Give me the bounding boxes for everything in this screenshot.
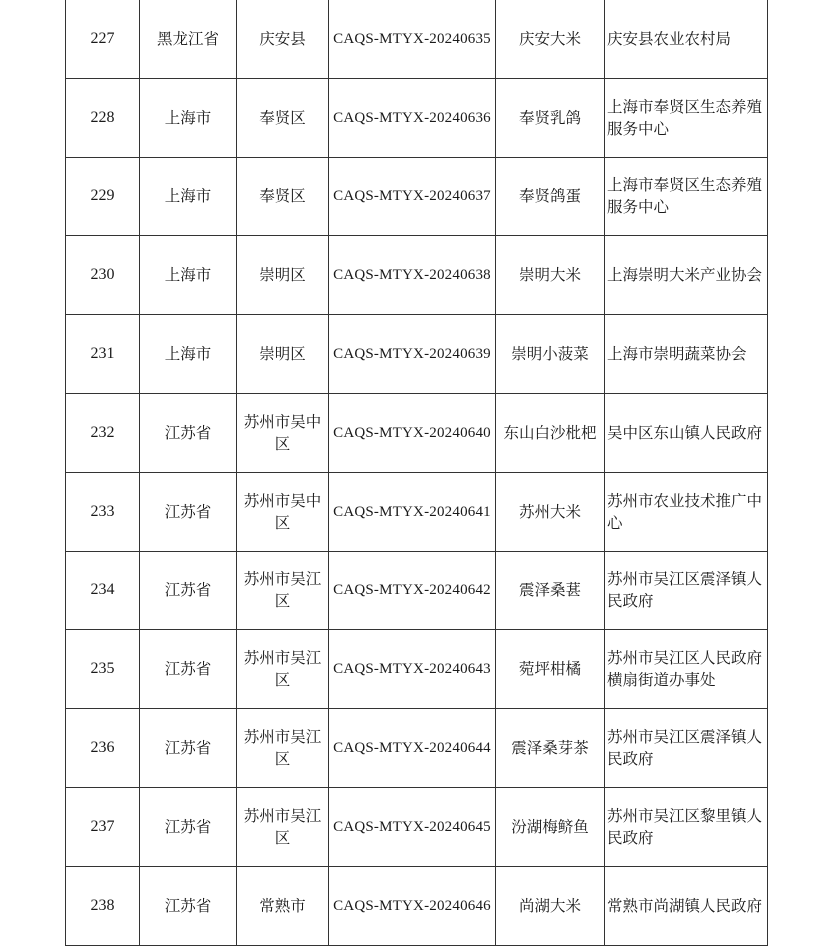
table-row	[66, 866, 768, 945]
province-cell: 上海市	[140, 78, 237, 157]
certificate-code-cell: CAQS-MTYX-20240639	[329, 315, 496, 394]
certification-table-wrapper	[65, 0, 763, 946]
city-cell: 奉贤区	[237, 157, 329, 236]
table-row	[66, 393, 768, 472]
table-row	[66, 630, 768, 709]
certificate-code-cell: CAQS-MTYX-20240640	[329, 393, 496, 472]
product-name-cell: 菀坪柑橘	[496, 630, 605, 709]
city-cell: 苏州市吴江区	[237, 709, 329, 788]
table-row	[66, 709, 768, 788]
province-cell: 江苏省	[140, 472, 237, 551]
certificate-code-cell: CAQS-MTYX-20240644	[329, 709, 496, 788]
row-number-cell: 235	[66, 630, 140, 709]
province-cell: 江苏省	[140, 630, 237, 709]
province-cell: 上海市	[140, 157, 237, 236]
table-row	[66, 157, 768, 236]
row-number-cell: 232	[66, 393, 140, 472]
table-row	[66, 236, 768, 315]
city-cell: 庆安县	[237, 0, 329, 78]
province-cell: 黑龙江省	[140, 0, 237, 78]
city-cell: 苏州市吴江区	[237, 630, 329, 709]
product-name-cell: 苏州大米	[496, 472, 605, 551]
applicant-unit-cell: 苏州市吴江区震泽镇人民政府	[605, 551, 768, 630]
province-cell: 江苏省	[140, 551, 237, 630]
certificate-code-cell: CAQS-MTYX-20240635	[329, 0, 496, 78]
city-cell: 苏州市吴江区	[237, 787, 329, 866]
applicant-unit-cell: 庆安县农业农村局	[605, 0, 768, 78]
applicant-unit-cell: 吴中区东山镇人民政府	[605, 393, 768, 472]
province-cell: 上海市	[140, 236, 237, 315]
row-number-cell: 236	[66, 709, 140, 788]
province-cell: 江苏省	[140, 866, 237, 945]
applicant-unit-cell: 苏州市吴江区震泽镇人民政府	[605, 709, 768, 788]
table-row	[66, 78, 768, 157]
city-cell: 崇明区	[237, 236, 329, 315]
applicant-unit-cell: 苏州市吴江区人民政府横扇街道办事处	[605, 630, 768, 709]
applicant-unit-cell: 苏州市吴江区黎里镇人民政府	[605, 787, 768, 866]
table-row	[66, 0, 768, 78]
table-row	[66, 315, 768, 394]
city-cell: 苏州市吴中区	[237, 393, 329, 472]
product-name-cell: 崇明小菠菜	[496, 315, 605, 394]
product-name-cell: 震泽桑芽茶	[496, 709, 605, 788]
province-cell: 上海市	[140, 315, 237, 394]
city-cell: 苏州市吴中区	[237, 472, 329, 551]
certificate-code-cell: CAQS-MTYX-20240636	[329, 78, 496, 157]
row-number-cell: 230	[66, 236, 140, 315]
province-cell: 江苏省	[140, 787, 237, 866]
applicant-unit-cell: 常熟市尚湖镇人民政府	[605, 866, 768, 945]
row-number-cell: 233	[66, 472, 140, 551]
certificate-code-cell: CAQS-MTYX-20240638	[329, 236, 496, 315]
applicant-unit-cell: 上海市奉贤区生态养殖服务中心	[605, 157, 768, 236]
certificate-code-cell: CAQS-MTYX-20240646	[329, 866, 496, 945]
applicant-unit-cell: 上海市崇明蔬菜协会	[605, 315, 768, 394]
province-cell: 江苏省	[140, 393, 237, 472]
certificate-code-cell: CAQS-MTYX-20240637	[329, 157, 496, 236]
certificate-code-cell: CAQS-MTYX-20240641	[329, 472, 496, 551]
product-name-cell: 奉贤乳鸽	[496, 78, 605, 157]
product-name-cell: 庆安大米	[496, 0, 605, 78]
city-cell: 崇明区	[237, 315, 329, 394]
city-cell: 奉贤区	[237, 78, 329, 157]
row-number-cell: 238	[66, 866, 140, 945]
certificate-code-cell: CAQS-MTYX-20240642	[329, 551, 496, 630]
city-cell: 常熟市	[237, 866, 329, 945]
row-number-cell: 227	[66, 0, 140, 78]
product-name-cell: 震泽桑葚	[496, 551, 605, 630]
applicant-unit-cell: 苏州市农业技术推广中心	[605, 472, 768, 551]
city-cell: 苏州市吴江区	[237, 551, 329, 630]
certification-table	[65, 0, 768, 946]
province-cell: 江苏省	[140, 709, 237, 788]
row-number-cell: 234	[66, 551, 140, 630]
product-name-cell: 东山白沙枇杷	[496, 393, 605, 472]
table-row	[66, 472, 768, 551]
table-row	[66, 787, 768, 866]
certificate-code-cell: CAQS-MTYX-20240643	[329, 630, 496, 709]
applicant-unit-cell: 上海崇明大米产业协会	[605, 236, 768, 315]
certificate-code-cell: CAQS-MTYX-20240645	[329, 787, 496, 866]
product-name-cell: 尚湖大米	[496, 866, 605, 945]
row-number-cell: 228	[66, 78, 140, 157]
product-name-cell: 奉贤鸽蛋	[496, 157, 605, 236]
row-number-cell: 231	[66, 315, 140, 394]
row-number-cell: 229	[66, 157, 140, 236]
row-number-cell: 237	[66, 787, 140, 866]
applicant-unit-cell: 上海市奉贤区生态养殖服务中心	[605, 78, 768, 157]
table-row	[66, 551, 768, 630]
product-name-cell: 汾湖梅鲚鱼	[496, 787, 605, 866]
product-name-cell: 崇明大米	[496, 236, 605, 315]
